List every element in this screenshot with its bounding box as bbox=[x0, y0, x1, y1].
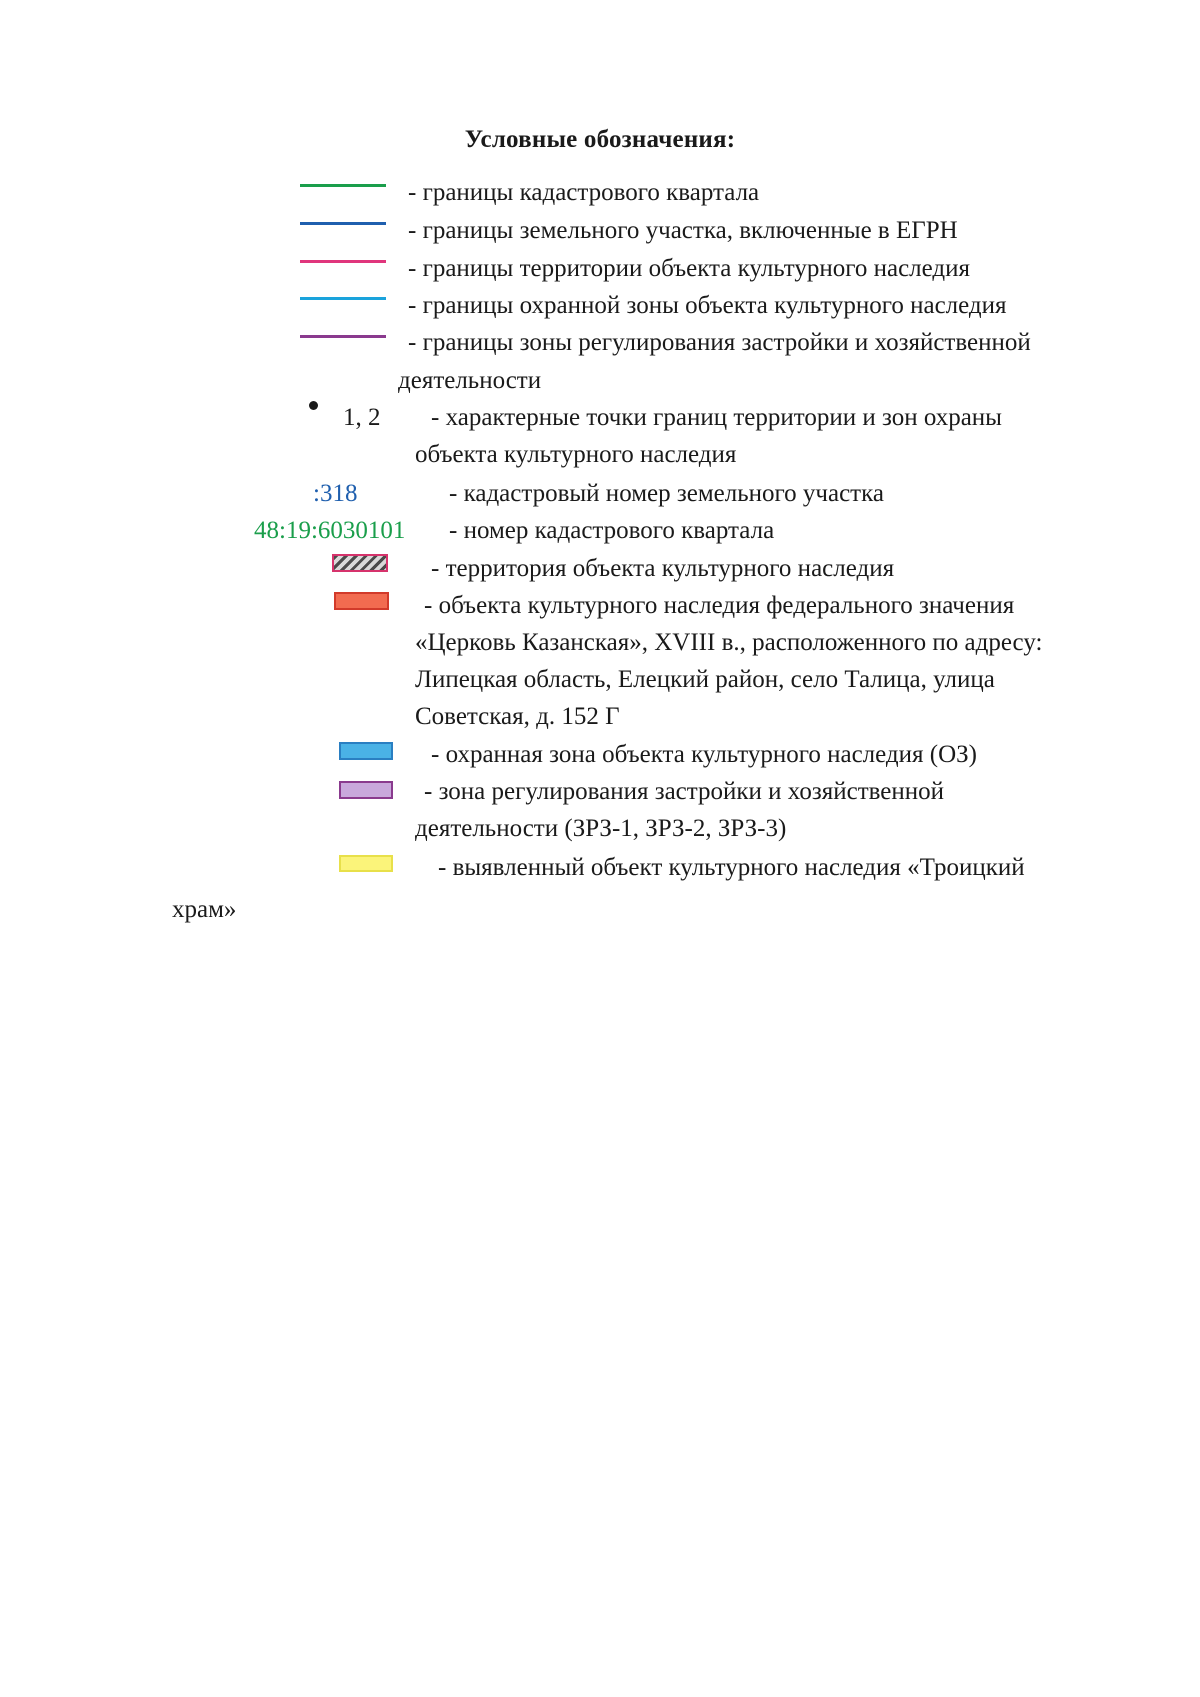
legend-regulation-border-text: - границы зоны регулирования застройки и хозяйственной bbox=[408, 329, 1031, 356]
regulation-zone-swatch bbox=[339, 781, 393, 799]
legend-points-text: - характерные точки границ территории и зон охраны bbox=[431, 404, 1002, 431]
legend-hatched-territory-text: - территория объекта культурного наследия bbox=[431, 555, 895, 582]
legend-regulation-zone-text: - зона регулирования застройки и хозяйственной bbox=[424, 778, 945, 805]
points-label: 1, 2 bbox=[343, 404, 381, 431]
protection-zone-line-symbol bbox=[300, 297, 386, 300]
legend-federal-heritage-text-3: Липецкая область, Елецкий район, село Талица, улица bbox=[415, 666, 995, 693]
federal-heritage-swatch bbox=[334, 592, 389, 610]
parcel-border-line-symbol bbox=[300, 222, 386, 225]
legend-regulation-border-text-cont: деятельности bbox=[398, 367, 542, 394]
legend-parcel-border-text: - границы земельного участка, включенные в ЕГРН bbox=[408, 217, 958, 244]
legend-federal-heritage-text: - объекта культурного наследия федерального значения bbox=[424, 592, 1015, 619]
legend-revealed-heritage-text: - выявленный объект культурного наследия «Троицкий bbox=[438, 854, 1025, 881]
characteristic-point-dot-icon bbox=[309, 401, 318, 410]
legend-territory-border-text: - границы территории объекта культурного наследия bbox=[408, 255, 971, 282]
protection-zone-swatch bbox=[339, 742, 393, 760]
page-title: Условные обозначения: bbox=[464, 126, 736, 153]
legend-federal-heritage-text-4: Советская, д. 152 Г bbox=[415, 703, 620, 730]
parcel-number-label: :318 bbox=[313, 480, 358, 507]
legend-revealed-heritage-text-cont: храм» bbox=[172, 896, 237, 923]
legend-parcel-number-text: - кадастровый номер земельного участка bbox=[449, 480, 884, 507]
legend-quarter-border-text: - границы кадастрового квартала bbox=[408, 179, 760, 206]
heritage-territory-line-symbol bbox=[300, 260, 386, 263]
cadastral-quarter-line-symbol bbox=[300, 184, 386, 187]
regulation-zone-line-symbol bbox=[300, 335, 386, 338]
hatched-territory-swatch bbox=[332, 554, 388, 572]
legend-points-text-cont: объекта культурного наследия bbox=[415, 441, 737, 468]
legend-quarter-number-text: - номер кадастрового квартала bbox=[449, 517, 775, 544]
legend-federal-heritage-text-2: «Церковь Казанская», XVIII в., расположенного по адресу: bbox=[415, 629, 1043, 656]
legend-protection-border-text: - границы охранной зоны объекта культурного наследия bbox=[408, 292, 1007, 319]
quarter-number-label: 48:19:6030101 bbox=[254, 517, 406, 544]
revealed-heritage-swatch bbox=[339, 855, 393, 872]
legend-protection-zone-text: - охранная зона объекта культурного наследия (ОЗ) bbox=[431, 741, 977, 768]
legend-regulation-zone-text-cont: деятельности (ЗРЗ-1, ЗРЗ-2, ЗРЗ-3) bbox=[415, 815, 787, 842]
